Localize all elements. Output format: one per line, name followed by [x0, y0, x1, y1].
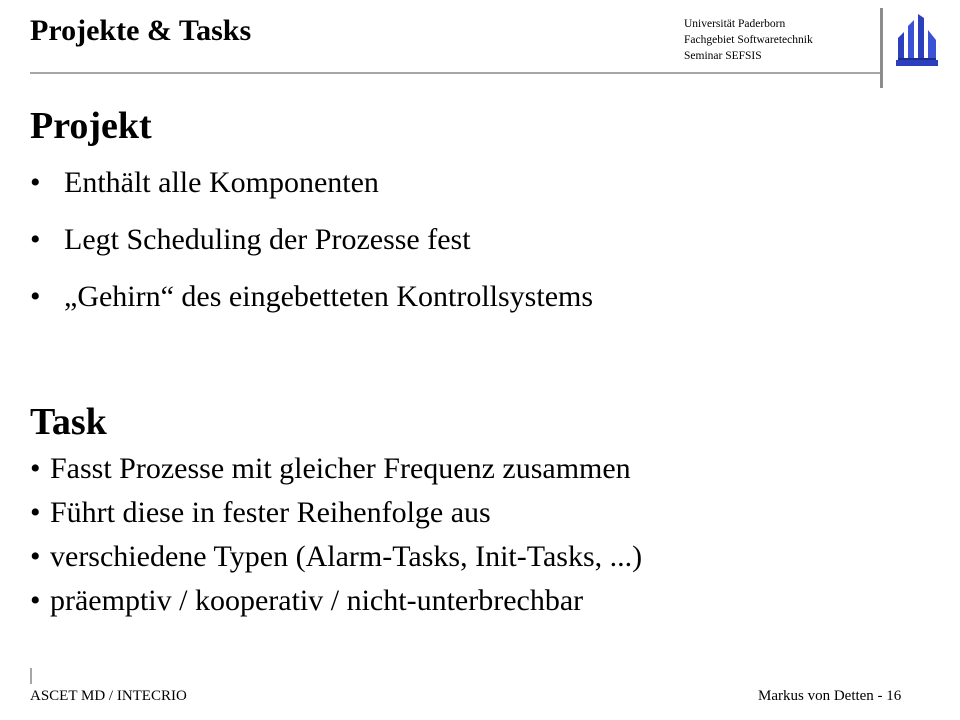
header-divider: [30, 72, 882, 74]
list-item: [30, 584, 642, 628]
header-vertical-divider: [880, 8, 883, 88]
affiliation-department: Fachgebiet Softwaretechnik: [684, 34, 813, 46]
projekt-bullet-list: [30, 166, 593, 337]
footer-divider: [30, 668, 32, 684]
bullet-icon: •: [30, 452, 41, 485]
slide-header-title: Projekte & Tasks: [30, 14, 252, 47]
list-item: [30, 223, 593, 280]
bullet-icon: •: [30, 223, 41, 256]
task-heading: Task: [30, 401, 107, 443]
list-item: [30, 496, 642, 540]
footer-author-page: Markus von Detten - 16: [758, 688, 902, 704]
list-item: [30, 166, 593, 223]
list-item: [30, 452, 642, 496]
bullet-text: Fasst Prozesse mit gleicher Frequenz zusammen: [50, 452, 631, 485]
affiliation-university: Universität Paderborn: [684, 18, 786, 30]
bullet-text: „Gehirn“ des eingebetteten Kontrollsystems: [64, 280, 594, 313]
footer-course-label: ASCET MD / INTECRIO: [30, 688, 187, 704]
bullet-icon: •: [30, 540, 41, 573]
bullet-text: Legt Scheduling der Prozesse fest: [64, 223, 471, 256]
list-item: [30, 540, 642, 584]
projekt-heading: Projekt: [30, 105, 152, 147]
bullet-text: präemptiv / kooperativ / nicht-unterbrechbar: [50, 584, 584, 617]
bullet-text: Enthält alle Komponenten: [64, 166, 379, 199]
bullet-text: verschiedene Typen (Alarm-Tasks, Init-Tasks, ...): [50, 540, 643, 573]
bullet-text: Führt diese in fester Reihenfolge aus: [50, 496, 491, 529]
task-bullet-list: [30, 452, 642, 628]
affiliation-seminar: Seminar SEFSIS: [684, 50, 762, 62]
bullet-icon: •: [30, 166, 41, 199]
bullet-icon: •: [30, 280, 41, 313]
bullet-icon: •: [30, 496, 41, 529]
university-paderborn-logo-icon: [892, 12, 942, 68]
affiliation-block: [684, 16, 813, 64]
bullet-icon: •: [30, 584, 41, 617]
list-item: [30, 280, 593, 337]
